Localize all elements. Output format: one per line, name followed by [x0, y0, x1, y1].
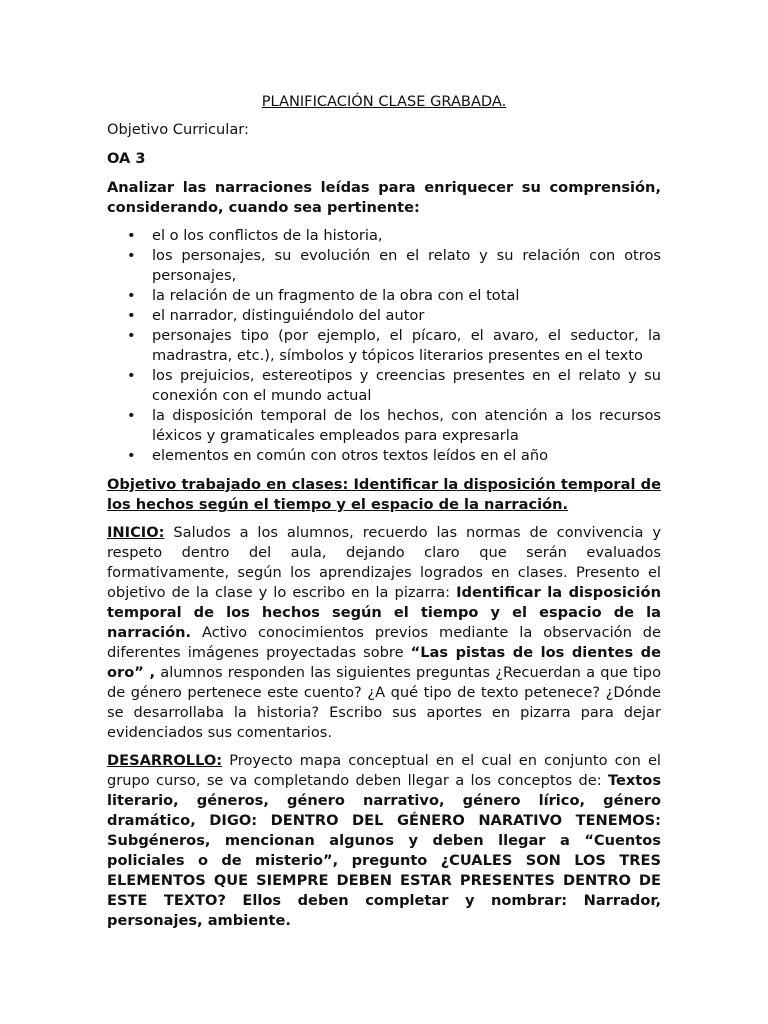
desarrollo-label: DESARROLLO: — [107, 752, 223, 769]
bullet-icon: • — [127, 447, 136, 464]
inicio-paragraph — [107, 523, 661, 743]
criteria-text: el narrador, distinguiéndolo del autor — [152, 307, 425, 324]
bullet-icon: • — [127, 307, 136, 324]
criteria-list-item — [107, 246, 661, 286]
bullet-icon: • — [127, 247, 136, 264]
criteria-list-item — [107, 306, 661, 326]
inicio-text-1: Saludos a los alumnos, recuerdo las normas de convivencia y respeto dentro del aula, dejando claro que serán evaluados formativamente, según los aprendizajes logrados en clases. Presento el objetivo de la clase y lo escribo en la pizarra: — [107, 524, 661, 601]
criteria-text: el o los conflictos de la historia, — [152, 227, 383, 244]
inicio-text-2: Activo conocimientos previos mediante la observación de diferentes imágenes proyectadas sobre — [107, 624, 661, 661]
criteria-text: elementos en común con otros textos leídos en el año — [152, 447, 549, 464]
criteria-text: los personajes, su evolución en el relato y su relación con otros personajes, — [152, 247, 661, 284]
criteria-text: la relación de un fragmento de la obra con el total — [152, 287, 520, 304]
inicio-text-3: alumnos responden las siguientes preguntas ¿Recuerdan a que tipo de género pertenece este cuento? ¿A qué tipo de texto petenece? ¿Dónde se desarrollaba la historia? Escribo sus aportes en pizarra para dejar evidenciados sus comentarios. — [107, 664, 661, 741]
desarrollo-text-1: Proyecto mapa conceptual en el cual en conjunto con el grupo curso, se va completando deben llegar a los conceptos de: — [107, 752, 661, 789]
criteria-list-item — [107, 226, 661, 246]
inicio-story-title: “Las pistas de los dientes de oro” , — [107, 644, 661, 681]
criteria-list-item — [107, 446, 661, 466]
desarrollo-bold-text: Textos literario, géneros, género narrativo, género lírico, género dramático, DIGO: DENTRO DEL GÉNERO NARATIVO TENEMOS: Subgéneros, mencionan algunos y deben llegar a “Cuentos policiales o de misterio”, pregunto ¿CUALES SON LOS TRES ELEMENTOS QUE SIEMPRE DEBEN ESTAR PRESENTES DENTRO DE ESTE TEXTO? Ellos deben completar y nombrar: Narrador, personajes, ambiente. — [107, 772, 661, 929]
criteria-list-item — [107, 366, 661, 406]
criteria-text: los prejuicios, estereotipos y creencias presentes en el relato y su conexión con el mundo actual — [152, 367, 661, 404]
bullet-icon: • — [127, 407, 136, 424]
document-title: PLANIFICACIÓN CLASE GRABADA. — [261, 93, 507, 110]
criteria-text: la disposición temporal de los hechos, con atención a los recursos léxicos y gramaticales empleados para expresarla — [152, 407, 661, 444]
document-page — [107, 92, 661, 931]
inicio-objective-bold: Identificar la disposición temporal de los hechos según el tiempo y el espacio de la narración. — [107, 584, 661, 641]
criteria-list-item — [107, 406, 661, 446]
bullet-icon: • — [127, 287, 136, 304]
criteria-list — [107, 226, 661, 466]
objetivo-trabajado: Objetivo trabajado en clases: Identificar la disposición temporal de los hechos según el tiempo y el espacio de la narración. — [107, 476, 661, 513]
bullet-icon: • — [127, 367, 136, 384]
desarrollo-paragraph — [107, 751, 661, 931]
bullet-icon: • — [127, 327, 136, 344]
oa-code: OA 3 — [107, 150, 146, 167]
criteria-list-item — [107, 286, 661, 306]
objetivo-curricular-label: Objetivo Curricular: — [107, 121, 249, 138]
inicio-label: INICIO: — [107, 524, 165, 541]
analizar-heading: Analizar las narraciones leídas para enriquecer su comprensión, considerando, cuando sea pertinente: — [107, 179, 661, 216]
criteria-text: personajes tipo (por ejemplo, el pícaro, el avaro, el seductor, la madrastra, etc.), símbolos y tópicos literarios presentes en el texto — [152, 327, 661, 364]
criteria-list-item — [107, 326, 661, 366]
bullet-icon: • — [127, 227, 136, 244]
